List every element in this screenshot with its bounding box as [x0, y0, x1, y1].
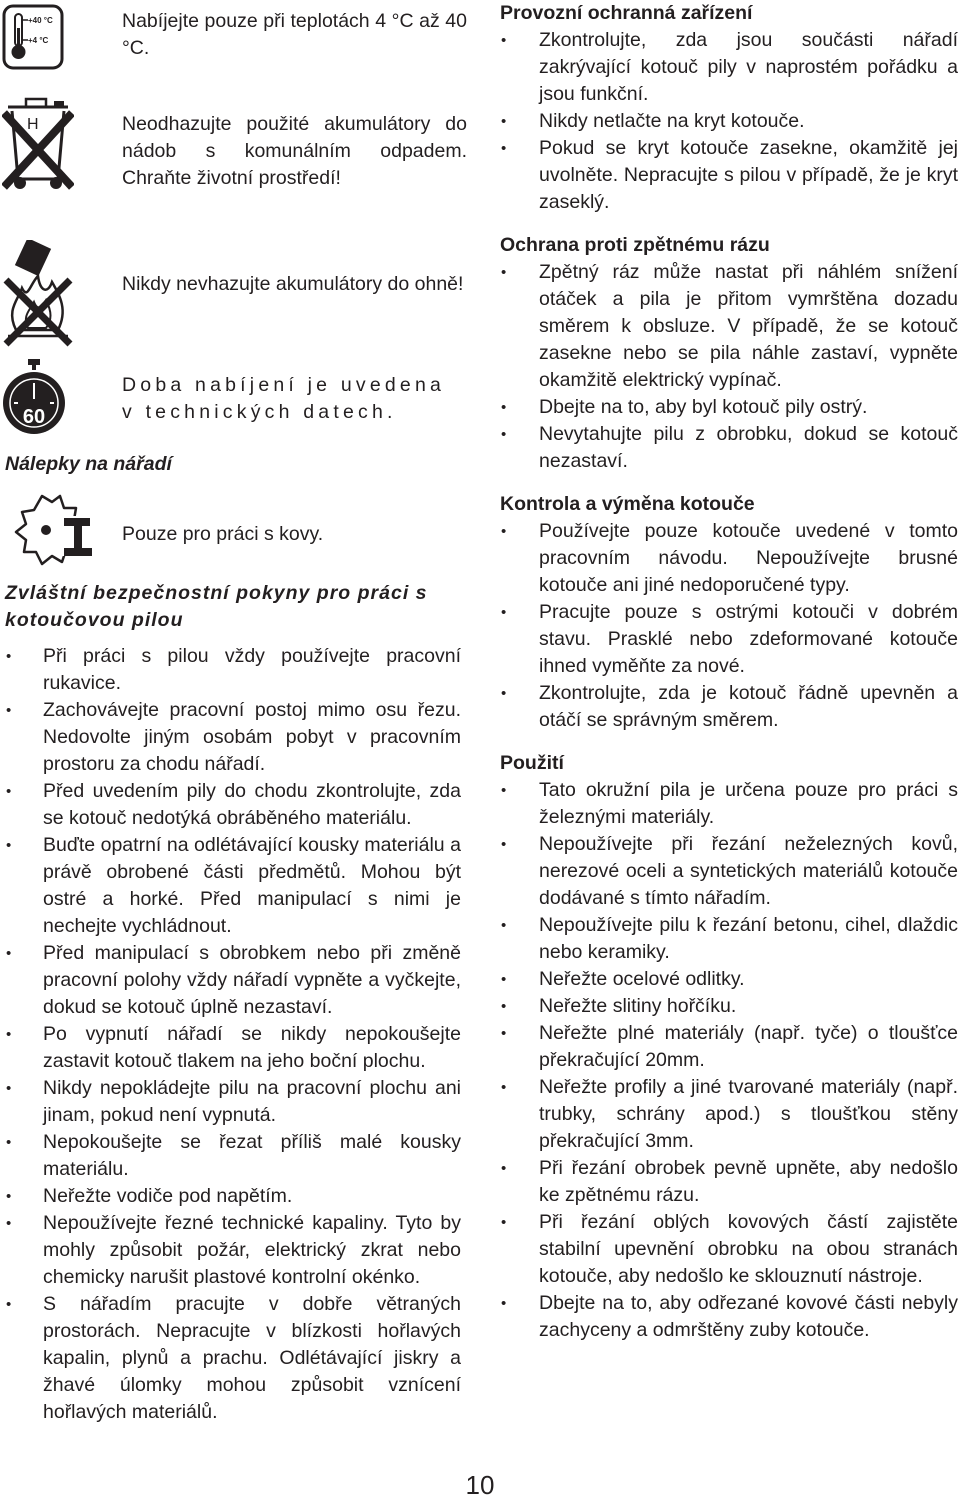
list-item: • Buďte opatrní na odlétávající kousky materiálu a právě obrobené části předmětů. Mohou být ostré a horké. Před manipulací s nimi je nechejte vychládnout.: [5, 832, 461, 940]
thermometer-icon: [2, 4, 64, 75]
list-item: • Nikdy nepokládejte pilu na pracovní plochu ani jinam, pokud není vypnutá.: [5, 1075, 461, 1129]
symbol-text-disposal: Neodhazujte použité akumulátory do nádob s komunálním odpadem. Chraňte životní prostředí!: [122, 113, 467, 189]
list-item: • Nepokoušejte se řezat příliš malé kousky materiálu.: [5, 1129, 461, 1183]
list-item: • Zachovávejte pracovní postoj mimo osu řezu. Nedovolte jiným osobám pobyt v pracovním prostoru za chodu nářadí.: [5, 697, 461, 778]
list-item: • Před manipulací s obrobkem nebo při změně pracovní polohy vždy nářadí vypněte a vyčkejte, dokud se kotouč úplně nezastaví.: [5, 940, 461, 1021]
symbol-text-fire: Nikdy nevhazujte akumulátory do ohně!: [122, 273, 464, 295]
list-item: • Pracujte pouze s ostrými kotouči v dobrém stavu. Prasklé nebo zdeformované kotouče ihned vyměňte za nové.: [500, 599, 958, 680]
symbol-text-metal-only: Pouze pro práci s kovy.: [122, 523, 324, 545]
list-item: • Používejte pouze kotouče uvedené v tomto pracovním návodu. Nepoužívejte brusné kotouče ani jiné nedoporučené typy.: [500, 518, 958, 599]
left-section-list: [5, 643, 461, 1426]
page-number: 10: [465, 1470, 495, 1500]
section-heading: Kontrola a výměna kotouče: [500, 493, 755, 515]
stopwatch-label: 60: [22, 406, 46, 428]
section-list: [500, 259, 958, 475]
list-item: • Neřežte profily a jiné tvarované materiály (např. trubky, schrány apod.) s tloušťkou stěny překračující 3mm.: [500, 1074, 958, 1155]
no-fire-icon: [2, 240, 74, 355]
list-item: • Při řezání obrobek pevně upněte, aby nedošlo ke zpětnému rázu.: [500, 1155, 958, 1209]
list-item: • Před uvedením pily do chodu zkontrolujte, zda se kotouč nedotýká obráběného materiálu.: [5, 778, 461, 832]
section-heading: Ochrana proti zpětnému rázu: [500, 234, 770, 256]
section-protective-devices: [500, 0, 958, 216]
section-blade-check: [500, 491, 958, 734]
list-item: • Pokud se kryt kotouče zasekne, okamžitě jej uvolněte. Nepracujte s pilou v případě, že je kryt zaseklý.: [500, 135, 958, 216]
symbol-text-temperature: Nabíjejte pouze při teplotách 4 °C až 40 °C.: [122, 10, 467, 59]
section-heading: Provozní ochranná zařízení: [500, 2, 753, 24]
list-item: • Nepoužívejte při řezání neželezných kovů, nerezové oceli a syntetických materiálů kotouče dodávané s tímto nářadím.: [500, 831, 958, 912]
section-heading: Použití: [500, 752, 564, 774]
section-list: [500, 27, 958, 216]
list-item: • Neřežte vodiče pod napětím.: [5, 1183, 461, 1210]
list-item: • Při řezání oblých kovových částí zajistěte stabilní upevnění obrobku na obou stranách kotouče, aby nedošlo ke sklouznutí nástroje.: [500, 1209, 958, 1290]
tool-labels-heading: Nálepky na nářadí: [5, 453, 172, 475]
list-item: • Zkontrolujte, zda je kotouč řádně upevněn a otáčí se správným směrem.: [500, 680, 958, 734]
list-item: • Při práci s pilou vždy používejte pracovní rukavice.: [5, 643, 461, 697]
list-item: • Po vypnutí nářadí se nikdy nepokoušejte zastavit kotouč tlakem na jeho boční plochu.: [5, 1021, 461, 1075]
list-item: • Dbejte na to, aby odřezané kovové části nebyly zachyceny a odmrštěny zuby kotouče.: [500, 1290, 958, 1344]
thermo-label-high: +40 °C: [28, 16, 53, 25]
svg-text:H: H: [27, 116, 39, 133]
list-item: • Zpětný ráz může nastat při náhlém snížení otáček a pila je přitom vymrštěna dozadu směrem k obsluze. V případě, že se kotouč zasekne nebo se pila náhle zastaví, vypněte okamžitě elektrický vypínač.: [500, 259, 958, 394]
list-item: • Nevytahujte pilu z obrobku, dokud se kotouč nezastaví.: [500, 421, 958, 475]
list-item: • Neřežte slitiny hořčíku.: [500, 993, 958, 1020]
list-item: • S nářadím pracujte v dobře větraných prostorách. Nepracujte v blízkosti hořlavých kapalin, plynů a prachu. Odlétávající jiskry a žhavé úlomky mohou způsobit vznícení hořlavých materiálů.: [5, 1291, 461, 1426]
section-list: [500, 518, 958, 734]
list-item: • Nikdy netlačte na kryt kotouče.: [500, 108, 958, 135]
list-item: • Tato okružní pila je určena pouze pro práci s železnými materiály.: [500, 777, 958, 831]
list-item: • Nepoužívejte řezné technické kapaliny. Tyto by mohly způsobit požár, elektrický zkrat nebo chemicky narušit plastové kontrolní okénko.: [5, 1210, 461, 1291]
list-item: • Neřežte plné materiály (např. tyče) o tloušťce překračující 20mm.: [500, 1020, 958, 1074]
stopwatch-icon: [2, 359, 66, 442]
list-item: • Dbejte na to, aby byl kotouč pily ostrý.: [500, 394, 958, 421]
list-item: • Neřežte ocelové odlitky.: [500, 966, 958, 993]
section-kickback-protection: [500, 232, 958, 475]
saw-blade-metal-icon: [2, 490, 102, 577]
left-section-heading: Zvláštní bezpečnostní pokyny pro práci s kotoučovou pilou: [5, 582, 428, 631]
crossed-bin-icon: [2, 95, 74, 200]
section-list: [500, 777, 958, 1344]
list-item: • Nepoužívejte pilu k řezání betonu, cihel, dlaždic nebo keramiky.: [500, 912, 958, 966]
symbol-text-charge-time: Doba nabíjení je uvedena v technických datech.: [122, 374, 446, 423]
section-usage: [500, 750, 958, 1344]
list-item: • Zkontrolujte, zda jsou součásti nářadí zakrývající kotouč pily v naprostém pořádku a jsou funkční.: [500, 27, 958, 108]
thermo-label-low: +4 °C: [28, 36, 49, 45]
